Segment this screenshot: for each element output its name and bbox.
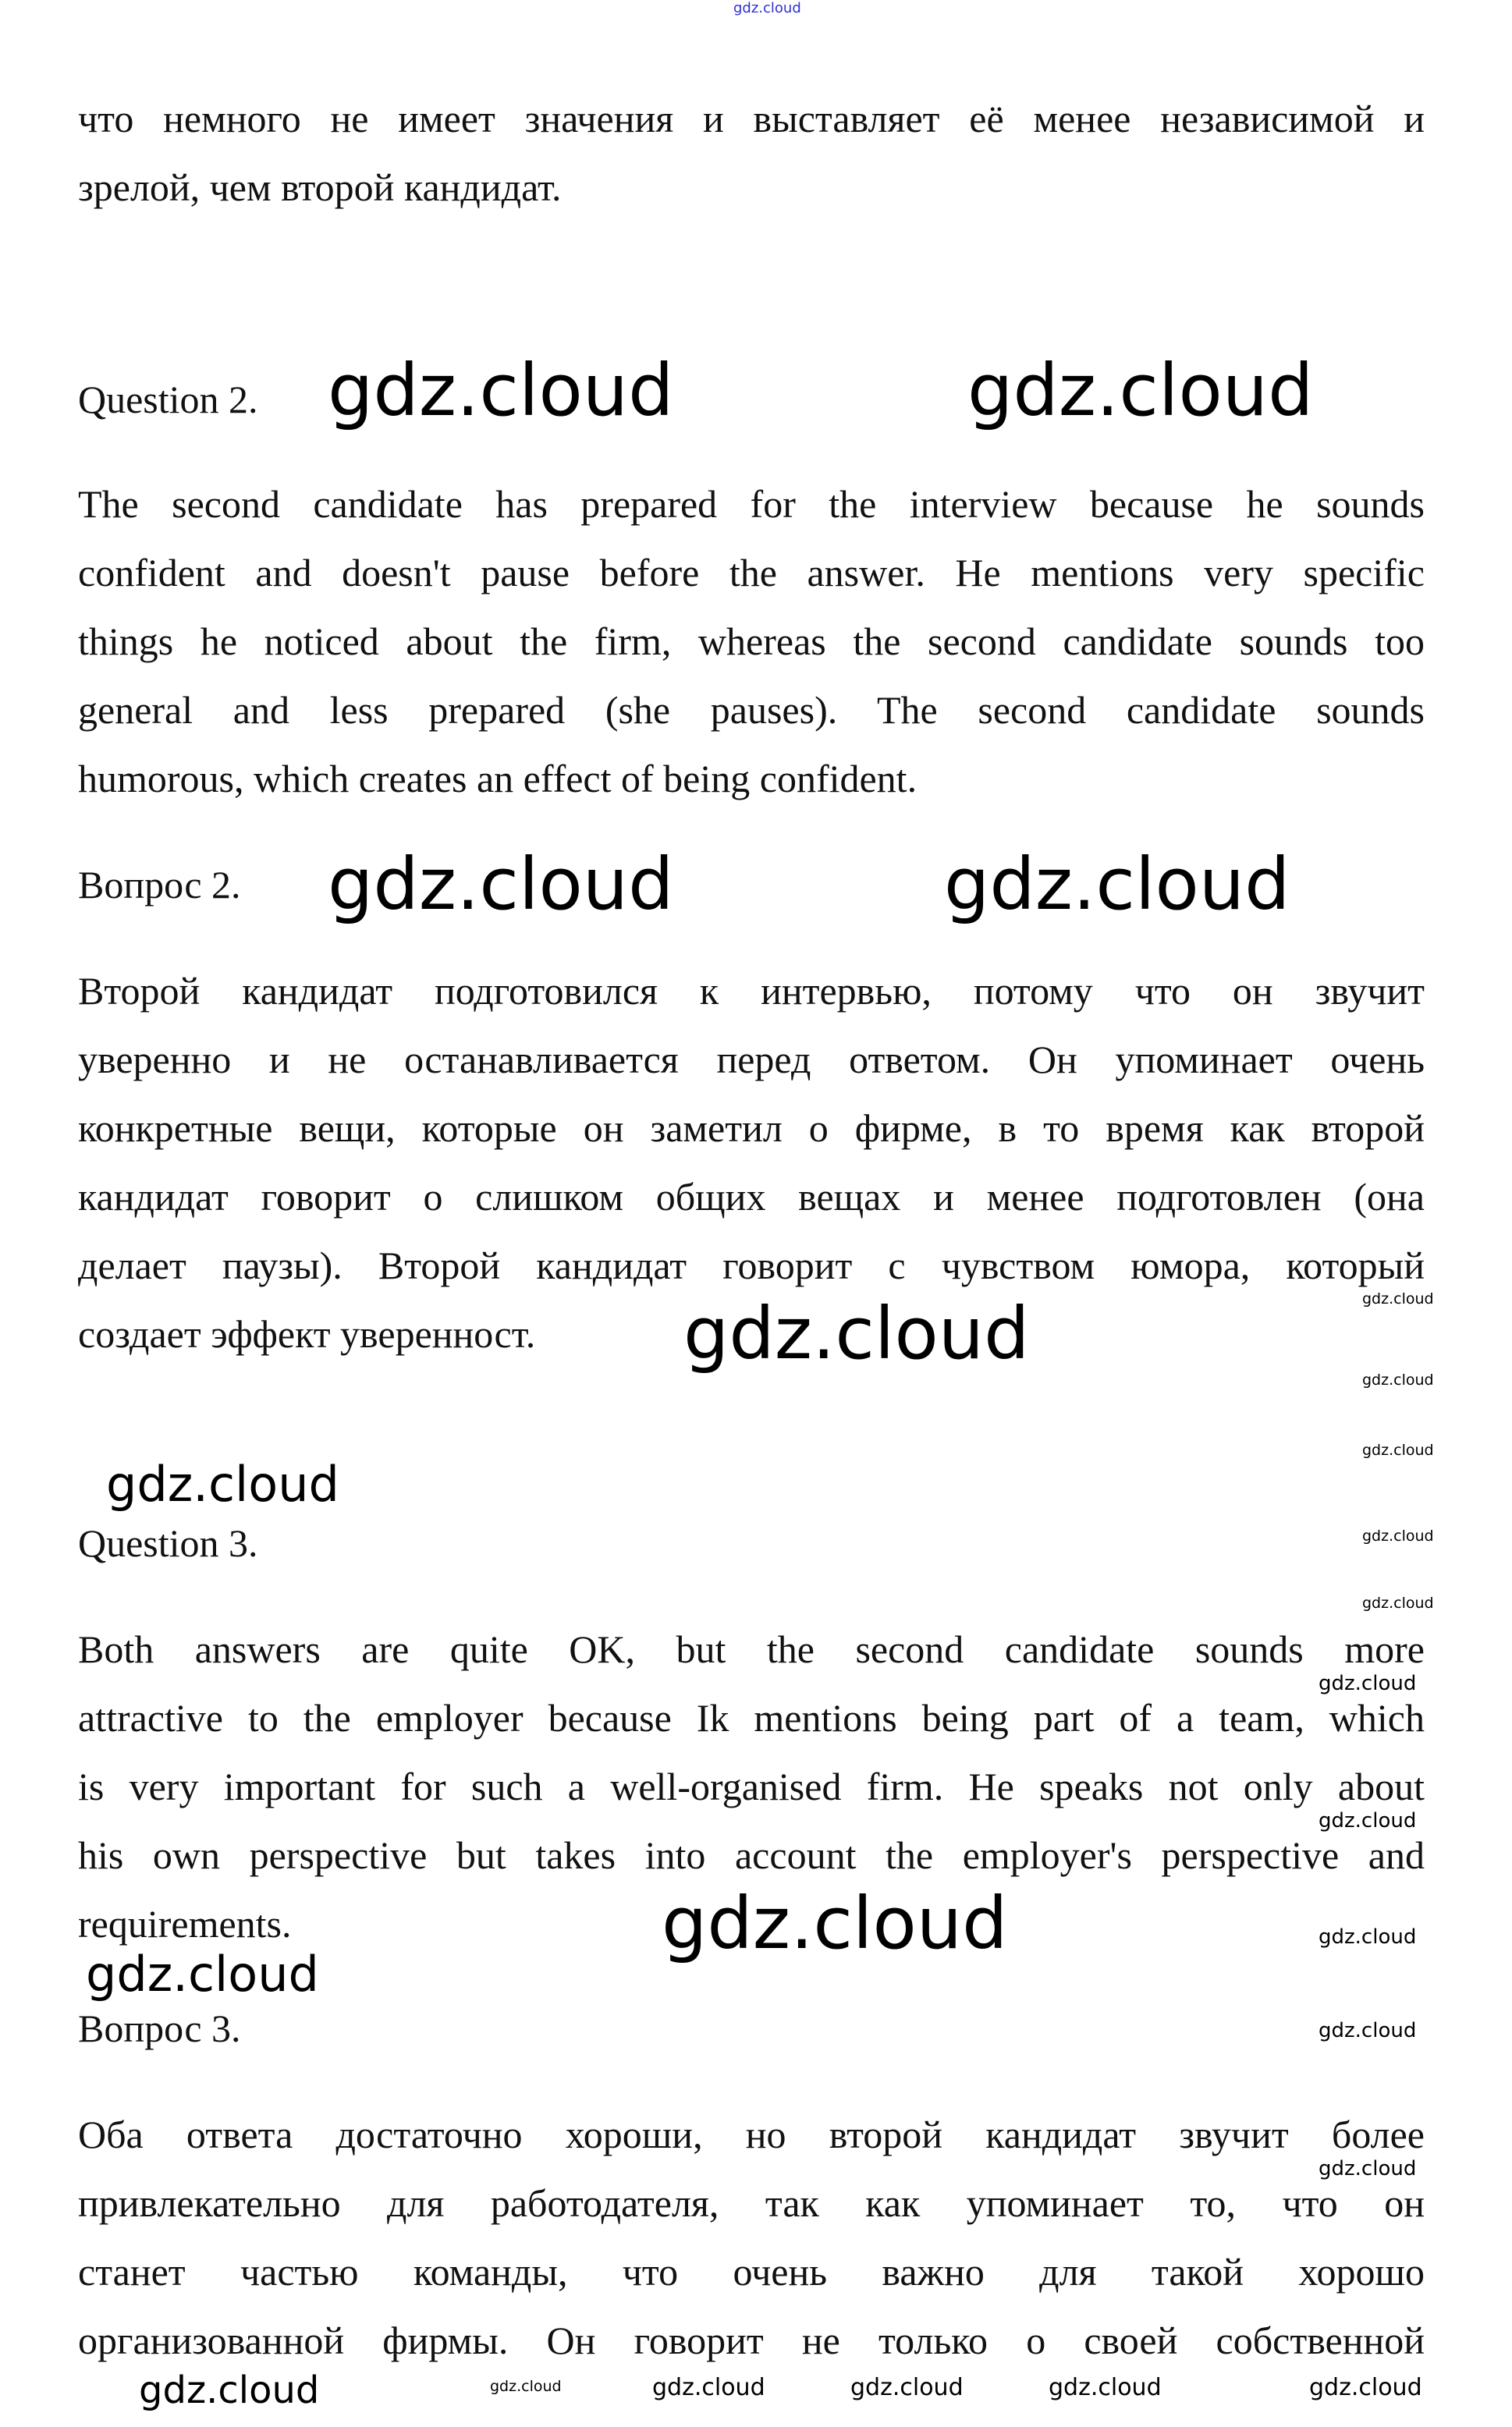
watermark: gdz.cloud	[944, 843, 1290, 926]
watermark: gdz.cloud	[662, 1882, 1008, 1965]
vopros-2-heading: Вопрос 2.	[78, 863, 241, 907]
paragraph-line: is very important for such a well-organised firm. He speaks not only about	[78, 1765, 1425, 1808]
watermark: gdz.cloud	[1362, 1442, 1434, 1459]
watermark: gdz.cloud	[1362, 1595, 1434, 1612]
paragraph-line: станет частью команды, что очень важно для такой хорошо	[78, 2250, 1425, 2294]
watermark: gdz.cloud	[328, 349, 674, 432]
paragraph-line: организованной фирмы. Он говорит не только о своей собственной	[78, 2319, 1425, 2362]
watermark: gdz.cloud	[1049, 2374, 1162, 2401]
paragraph-line: attractive to the employer because Ik mentions being part of a team, which	[78, 1696, 1425, 1740]
watermark: gdz.cloud	[139, 2368, 320, 2412]
vopros-3-heading: Вопрос 3.	[78, 2007, 241, 2050]
watermark: gdz.cloud	[328, 843, 674, 926]
paragraph-line: his own perspective but takes into account the employer's perspective and	[78, 1833, 1425, 1877]
watermark: gdz.cloud	[490, 2378, 562, 2395]
paragraph-line: general and less prepared (she pauses). The second candidate sounds	[78, 688, 1425, 732]
paragraph-line: humorous, which creates an effect of being confident.	[78, 757, 917, 800]
intro-line: зрелой, чем второй кандидат.	[78, 165, 562, 209]
watermark: gdz.cloud	[1362, 1371, 1434, 1389]
paragraph-line: создает эффект уверенност.	[78, 1312, 536, 1356]
paragraph-line: Второй кандидат подготовился к интервью, потому что он звучит	[78, 969, 1425, 1013]
watermark: gdz.cloud	[106, 1456, 339, 1513]
watermark: gdz.cloud	[1319, 1925, 1417, 1949]
paragraph-line: конкретные вещи, которые он заметил о фирме, в то время как второй	[78, 1106, 1425, 1150]
paragraph-line: requirements.	[78, 1902, 292, 1946]
paragraph-line: привлекательно для работодателя, так как упоминает то, что он	[78, 2181, 1425, 2225]
watermark: gdz.cloud	[1309, 2374, 1422, 2401]
paragraph-line: Оба ответа достаточно хороши, но второй кандидат звучит более	[78, 2113, 1425, 2156]
watermark: gdz.cloud	[1362, 1290, 1434, 1308]
watermark: gdz.cloud	[967, 349, 1314, 432]
watermark: gdz.cloud	[683, 1292, 1030, 1375]
paragraph-line: The second candidate has prepared for the interview because he sounds	[78, 482, 1425, 526]
watermark: gdz.cloud	[1319, 1672, 1417, 1695]
paragraph-line: кандидат говорит о слишком общих вещах и менее подготовлен (она	[78, 1175, 1425, 1219]
header-watermark: gdz.cloud	[733, 0, 801, 16]
paragraph-line: уверенно и не останавливается перед ответом. Он упоминает очень	[78, 1038, 1425, 1081]
watermark: gdz.cloud	[1319, 2019, 1417, 2042]
watermark: gdz.cloud	[652, 2374, 765, 2401]
watermark: gdz.cloud	[86, 1946, 319, 2003]
paragraph-line: confident and doesn't pause before the answer. He mentions very specific	[78, 551, 1425, 594]
watermark: gdz.cloud	[1319, 1809, 1417, 1833]
paragraph-line: things he noticed about the firm, whereas the second candidate sounds too	[78, 619, 1425, 663]
watermark: gdz.cloud	[1362, 1528, 1434, 1545]
intro-line: что немного не имеет значения и выставляет её менее независимой и	[78, 97, 1425, 140]
paragraph-line: Both answers are quite OK, but the second candidate sounds more	[78, 1627, 1425, 1671]
paragraph-line: делает паузы). Второй кандидат говорит с чувством юмора, который	[78, 1244, 1425, 1287]
watermark: gdz.cloud	[1319, 2157, 1417, 2180]
watermark: gdz.cloud	[850, 2374, 964, 2401]
question-3-heading: Question 3.	[78, 1521, 258, 1565]
question-2-heading: Question 2.	[78, 378, 258, 421]
